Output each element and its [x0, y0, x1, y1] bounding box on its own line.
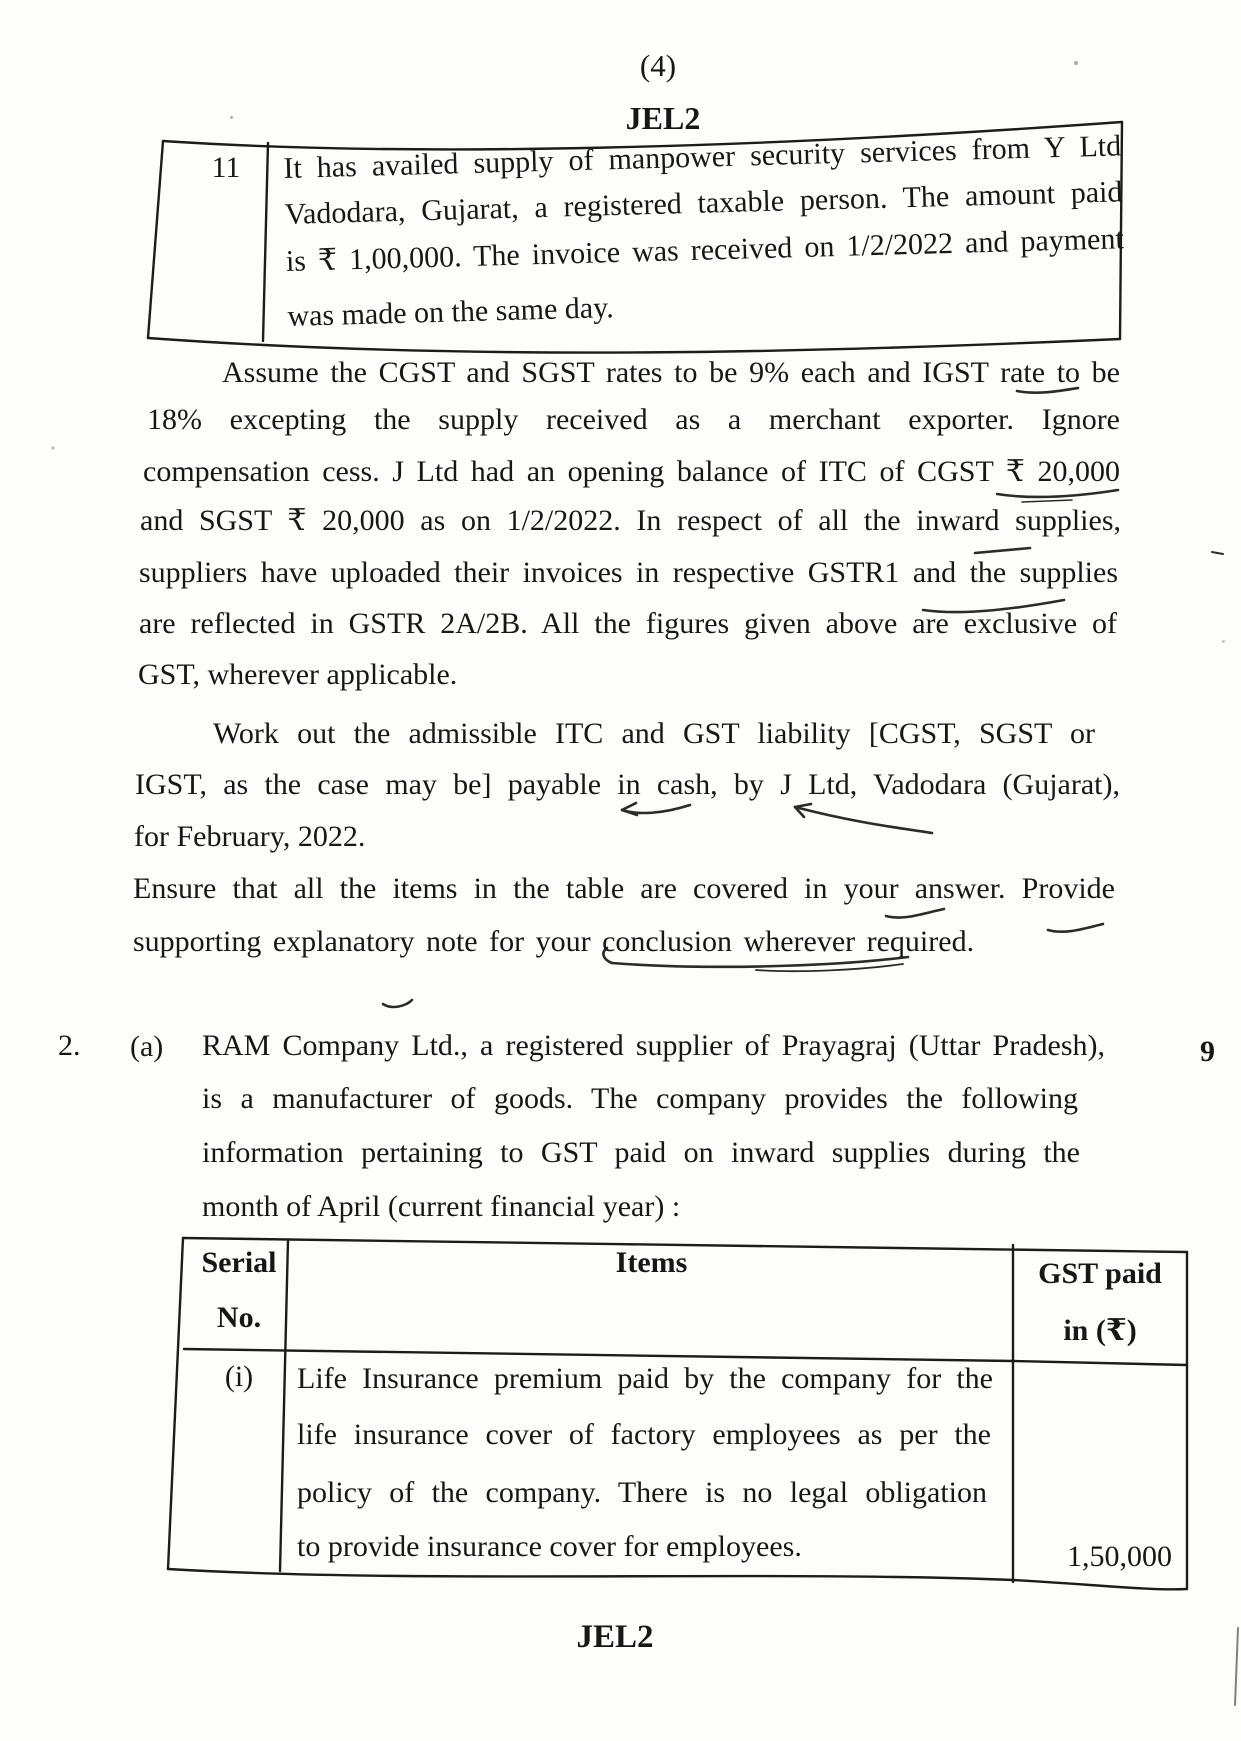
- pen-underline-inward-supplies: [975, 548, 1030, 553]
- gst-table-left-border: [168, 1238, 183, 1569]
- paragraph-line: supporting explanatory note for your conclusion wherever required.: [133, 925, 975, 958]
- paragraph-line: for February, 2022.: [134, 820, 366, 853]
- scan-speck: [1074, 61, 1078, 65]
- table-row-item-line: to provide insurance cover for employees.: [297, 1530, 802, 1563]
- paragraph-line: GST, wherever applicable.: [138, 658, 458, 691]
- gst-table-divider-serial: [280, 1240, 288, 1571]
- question-line: RAM Company Ltd., a registered supplier of Prayagraj (Uttar Pradesh),: [202, 1029, 1105, 1062]
- table-header-gst-paid: GST paid: [1038, 1257, 1162, 1290]
- paragraph-line: IGST, as the case may be] payable in cash, by J Ltd, Vadodara (Gujarat),: [135, 768, 1120, 801]
- pen-arrowhead-cash: [622, 803, 637, 815]
- pen-underline-20000-second: [1022, 500, 1072, 502]
- table-row-item-line: life insurance cover of factory employees as per the: [297, 1418, 991, 1451]
- item-box-left-border: [148, 141, 163, 338]
- paragraph-line: and SGST ₹ 20,000 as on 1/2/2022. In respect of all the inward supplies,: [140, 504, 1121, 537]
- item-box-line: was made on the same day.: [287, 291, 615, 333]
- scan-speck-dash: [1212, 552, 1223, 554]
- item-box-line: is ₹ 1,00,000. The invoice was received on 1/2/2022 and payment: [285, 222, 1125, 278]
- paragraph-line: suppliers have uploaded their invoices in respective GSTR1 and the supplies: [139, 556, 1118, 589]
- table-header-serial: Serial: [201, 1246, 277, 1279]
- pen-arrowhead-j-ltd: [795, 804, 811, 817]
- pen-underline-20000: [997, 490, 1118, 497]
- pen-mark-supporting: [383, 1000, 412, 1007]
- table-header-serial-no: No.: [216, 1301, 262, 1334]
- paragraph-line: Work out the admissible ITC and GST liability [CGST, SGST or: [213, 717, 1095, 750]
- question-line: information pertaining to GST paid on inward supplies during the: [202, 1136, 1080, 1169]
- paragraph-line: are reflected in GSTR 2A/2B. All the figures given above are exclusive of: [139, 607, 1117, 640]
- scan-speck: [1222, 640, 1225, 643]
- pen-underline-cash: [622, 805, 690, 813]
- pen-underline-answer: [886, 909, 944, 918]
- item-serial-number: 11: [211, 151, 241, 184]
- paragraph-line: Ensure that all the items in the table are covered in your answer. Provide: [133, 872, 1115, 905]
- page-number: (4): [639, 48, 677, 83]
- pen-underline-conclusion-second: [756, 964, 903, 971]
- paragraph-line: 18% excepting the supply received as a merchant exporter. Ignore: [147, 403, 1120, 436]
- pen-underline-provide: [1048, 924, 1103, 932]
- table-row-item-line: policy of the company. There is no legal obligation: [297, 1476, 987, 1509]
- footer-paper-code: JEL2: [576, 1619, 654, 1655]
- item-box-line: It has availed supply of manpower security services from Y Ltd: [283, 129, 1122, 185]
- item-box-text: [283, 129, 1126, 352]
- header-paper-code: JEL2: [625, 100, 701, 136]
- item-box-line: Vadodara, Gujarat, a registered taxable person. The amount paid: [284, 175, 1123, 231]
- pen-arrow-j-ltd: [795, 807, 932, 833]
- scan-edge-scratch: [1235, 1628, 1238, 1705]
- question-part-label: (a): [130, 1030, 164, 1063]
- table-row-gst-value: 1,50,000: [1067, 1540, 1172, 1573]
- question-line: month of April (current financial year) :: [202, 1190, 681, 1223]
- table-header-items: Items: [615, 1246, 688, 1279]
- question-marks: 9: [1200, 1035, 1215, 1068]
- question-line: is a manufacturer of goods. The company provides the following: [202, 1082, 1078, 1115]
- paragraph-line: compensation cess. J Ltd had an opening balance of ITC of CGST ₹ 20,000: [143, 455, 1120, 488]
- scan-speck: [230, 116, 233, 119]
- item-box-column-divider: [263, 143, 268, 341]
- table-row-serial: (i): [224, 1360, 254, 1393]
- scan-speck: [51, 446, 55, 450]
- question-number: 2.: [58, 1029, 81, 1062]
- paragraph-line: Assume the CGST and SGST rates to be 9% each and IGST rate to be: [222, 356, 1120, 389]
- table-header-gst-unit: in (₹): [1063, 1314, 1137, 1347]
- table-row-item-line: Life Insurance premium paid by the company for the: [297, 1362, 993, 1395]
